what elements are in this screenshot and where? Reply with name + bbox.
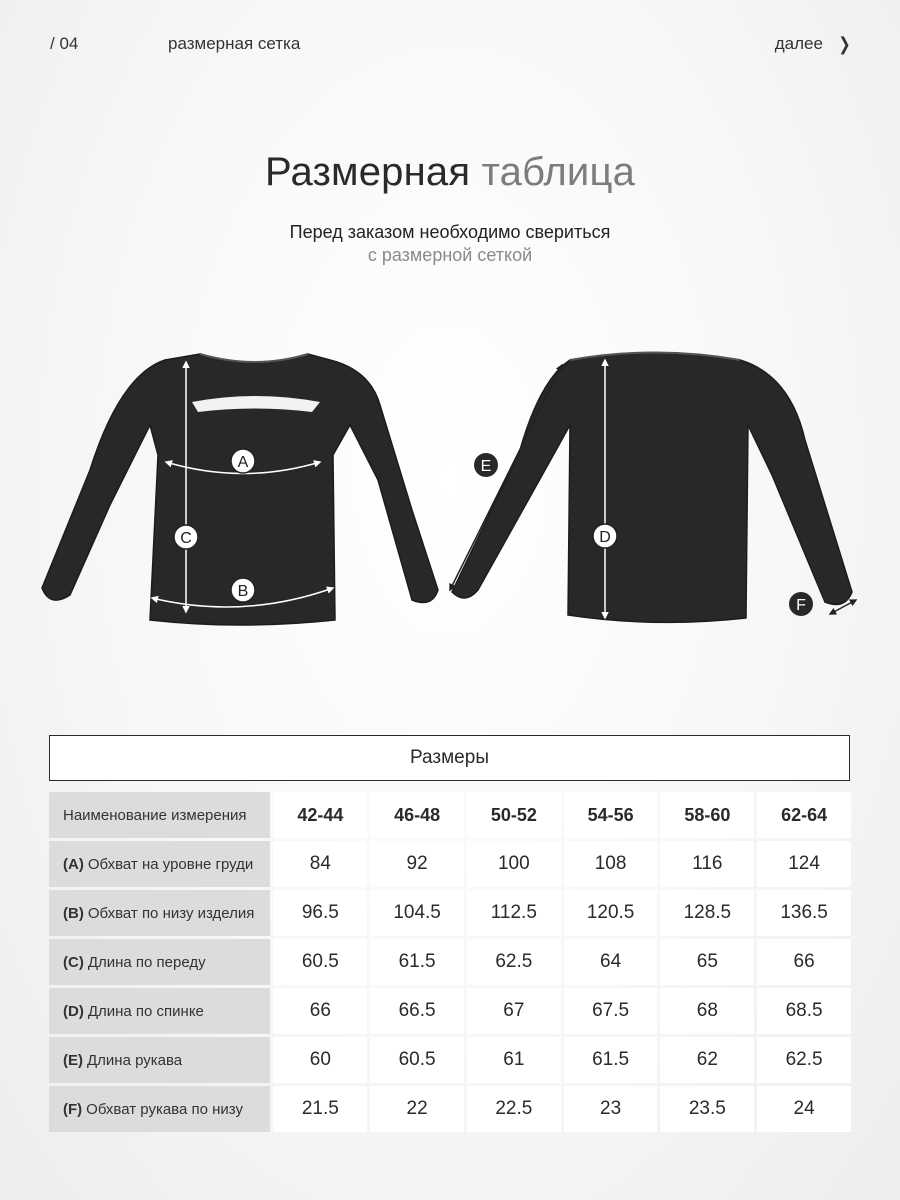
table-cell: 62.5 [467, 939, 561, 985]
table-cell: 108 [564, 841, 658, 887]
row-label [49, 1037, 270, 1083]
table-cell: 60.5 [370, 1037, 464, 1083]
marker-b [231, 578, 255, 602]
row-code: (E) [63, 1051, 83, 1069]
sizes-header: Размеры [49, 735, 850, 781]
svg-text:E: E [480, 458, 492, 475]
table-cell: 23 [564, 1086, 658, 1132]
table-cell: 23.5 [660, 1086, 754, 1132]
table-header-row [49, 792, 851, 838]
title-part2: таблица [481, 150, 636, 194]
table-cell: 66 [757, 939, 851, 985]
garment-diagram [0, 330, 900, 660]
subtitle-line2: с размерной сеткой [367, 245, 533, 265]
table-cell: 65 [660, 939, 754, 985]
table-cell: 62.5 [757, 1037, 851, 1083]
table-cell: 84 [273, 841, 367, 887]
table-cell: 66 [273, 988, 367, 1034]
table-cell: 66.5 [370, 988, 464, 1034]
table-cell: 120.5 [564, 890, 658, 936]
svg-text:C: C [180, 530, 192, 547]
table-cell: 96.5 [273, 890, 367, 936]
table-cell: 104.5 [370, 890, 464, 936]
next-button[interactable] [775, 34, 852, 54]
table-cell: 62 [660, 1037, 754, 1083]
table-cell: 60.5 [273, 939, 367, 985]
row-label [49, 1086, 270, 1132]
row-label [49, 890, 270, 936]
row-code: (F) [63, 1100, 83, 1118]
table-cell: 116 [660, 841, 754, 887]
size-header: 62-64 [757, 792, 851, 838]
svg-text:A: A [237, 454, 249, 471]
table-cell: 100 [467, 841, 561, 887]
marker-c [174, 525, 198, 549]
row-label [49, 939, 270, 985]
row-code: (C) [63, 953, 84, 971]
size-header: 58-60 [660, 792, 754, 838]
row-name: Обхват по низу изделия [87, 904, 255, 922]
size-header: 46-48 [370, 792, 464, 838]
marker-a [231, 449, 255, 473]
table-cell: 112.5 [467, 890, 561, 936]
table-cell: 61.5 [564, 1037, 658, 1083]
size-header: 42-44 [273, 792, 367, 838]
table-cell: 92 [370, 841, 464, 887]
marker-f [789, 592, 813, 616]
svg-text:B: B [237, 583, 249, 600]
table-cell: 24 [757, 1086, 851, 1132]
table-cell: 60 [273, 1037, 367, 1083]
table-cell: 22.5 [467, 1086, 561, 1132]
table-row [49, 1037, 851, 1083]
table-cell: 67.5 [564, 988, 658, 1034]
back-sweater [452, 353, 852, 623]
size-header: 54-56 [564, 792, 658, 838]
svg-text:F: F [796, 597, 806, 614]
size-header: 50-52 [467, 792, 561, 838]
chevron-right-icon: ❯ [838, 34, 851, 54]
top-bar [0, 34, 900, 58]
page-number: / 04 [50, 34, 79, 53]
row-name: Длина рукава [87, 1051, 183, 1069]
row-name: Длина по переду [87, 953, 206, 971]
row-name: Обхват на уровне груди [87, 855, 254, 873]
size-table [49, 792, 851, 1135]
table-cell: 67 [467, 988, 561, 1034]
table-row [49, 1086, 851, 1132]
page-title [0, 150, 900, 195]
svg-text:D: D [599, 529, 611, 546]
row-label [49, 841, 270, 887]
table-cell: 68.5 [757, 988, 851, 1034]
row-name: Длина по спинке [87, 1002, 204, 1020]
table-cell: 68 [660, 988, 754, 1034]
subtitle-line1: Перед заказом необходимо свериться [289, 222, 611, 242]
next-label: далее [774, 34, 823, 53]
table-cell: 21.5 [273, 1086, 367, 1132]
table-cell: 124 [757, 841, 851, 887]
row-label [49, 988, 270, 1034]
table-cell: 61 [467, 1037, 561, 1083]
table-cell: 22 [370, 1086, 464, 1132]
table-cell: 136.5 [757, 890, 851, 936]
row-code: (A) [63, 855, 84, 873]
marker-e [474, 453, 498, 477]
row-code: (B) [63, 904, 84, 922]
header-label: Наименование измерения [49, 792, 270, 838]
table-cell: 64 [564, 939, 658, 985]
table-cell: 128.5 [660, 890, 754, 936]
title-part1: Размерная [264, 150, 471, 194]
table-row [49, 939, 851, 985]
row-name: Обхват рукава по низу [86, 1100, 243, 1118]
table-row [49, 841, 851, 887]
row-code: (D) [63, 1002, 84, 1020]
table-cell: 61.5 [370, 939, 464, 985]
section-title: размерная сетка [168, 34, 301, 53]
marker-d [593, 524, 617, 548]
table-row [49, 890, 851, 936]
table-row [49, 988, 851, 1034]
